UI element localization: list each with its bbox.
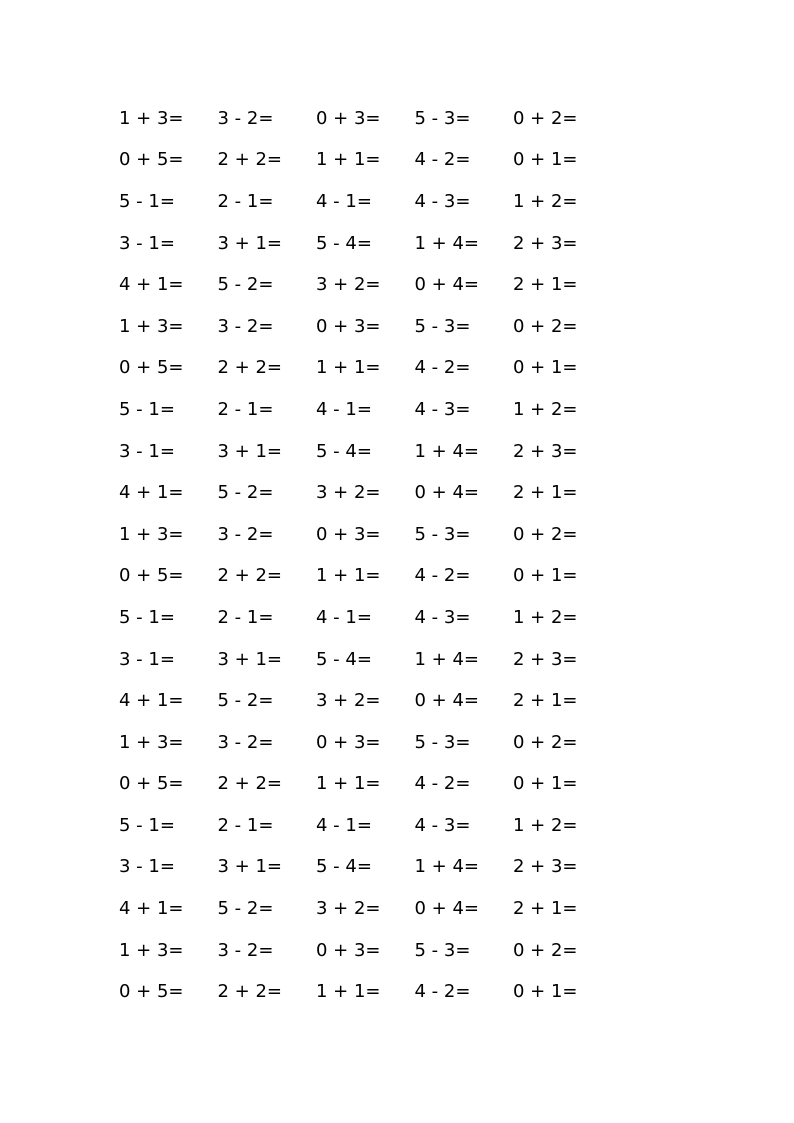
math-problem: 0 + 3=	[316, 315, 381, 337]
math-problem: 2 - 1=	[217, 814, 274, 836]
math-problem: 5 - 4=	[316, 648, 372, 670]
math-problem: 3 - 2=	[217, 107, 274, 129]
math-problem: 2 + 2=	[217, 357, 283, 379]
problem-row	[119, 98, 639, 140]
math-problem: 5 - 2=	[217, 274, 274, 296]
math-problem: 3 + 2=	[316, 274, 381, 296]
problem-row	[119, 181, 639, 223]
math-problem: 3 - 1=	[119, 648, 175, 670]
math-problem: 5 - 4=	[316, 440, 372, 462]
math-problem: 0 + 3=	[316, 523, 381, 545]
math-problem: 5 - 3=	[414, 939, 471, 961]
math-problem: 2 - 1=	[217, 606, 274, 628]
math-problem: 0 + 2=	[513, 939, 578, 961]
math-problem: 1 + 1=	[316, 981, 381, 1003]
math-problem: 1 + 1=	[316, 565, 381, 587]
problem-row	[119, 971, 639, 1013]
math-problem: 1 + 4=	[414, 440, 480, 462]
math-problem: 0 + 4=	[414, 690, 480, 712]
math-problem: 3 + 2=	[316, 690, 381, 712]
math-problem: 4 - 3=	[414, 190, 471, 212]
problem-row	[119, 722, 639, 764]
math-problem: 4 - 3=	[414, 606, 471, 628]
math-problem: 5 - 1=	[119, 606, 175, 628]
math-problem: 5 - 4=	[316, 232, 372, 254]
problem-row	[119, 514, 639, 556]
math-problem: 4 - 3=	[414, 398, 471, 420]
math-problem: 2 + 1=	[513, 274, 578, 296]
math-problem: 3 + 1=	[217, 232, 283, 254]
math-problem: 0 + 2=	[513, 523, 578, 545]
math-problem: 1 + 2=	[513, 190, 578, 212]
math-problem: 4 - 2=	[414, 149, 471, 171]
math-problem: 4 - 1=	[316, 190, 372, 212]
math-problem: 2 + 3=	[513, 648, 578, 670]
math-problem: 0 + 1=	[513, 565, 578, 587]
problem-row	[119, 556, 639, 598]
math-problem: 1 + 1=	[316, 149, 381, 171]
math-problem: 5 - 3=	[414, 107, 471, 129]
math-problem: 0 + 3=	[316, 731, 381, 753]
math-problem: 4 - 2=	[414, 981, 471, 1003]
math-problem: 3 - 2=	[217, 523, 274, 545]
math-problem: 1 + 1=	[316, 773, 381, 795]
math-problem: 2 + 1=	[513, 482, 578, 504]
math-problem: 5 - 1=	[119, 190, 175, 212]
problem-row	[119, 389, 639, 431]
math-problem: 0 + 5=	[119, 773, 184, 795]
math-problem: 0 + 1=	[513, 357, 578, 379]
math-problem: 4 - 2=	[414, 357, 471, 379]
math-problem: 2 - 1=	[217, 190, 274, 212]
math-problem: 2 + 3=	[513, 856, 578, 878]
problem-row	[119, 639, 639, 681]
math-problem: 5 - 4=	[316, 856, 372, 878]
math-problem: 0 + 1=	[513, 773, 578, 795]
math-problem: 5 - 1=	[119, 398, 175, 420]
math-problem: 3 + 1=	[217, 856, 283, 878]
math-problem: 1 + 3=	[119, 523, 184, 545]
math-problem: 1 + 3=	[119, 315, 184, 337]
problem-row	[119, 597, 639, 639]
math-problem: 4 - 1=	[316, 398, 372, 420]
math-problem: 3 - 2=	[217, 731, 274, 753]
math-problem: 2 + 2=	[217, 565, 283, 587]
math-problem: 0 + 4=	[414, 274, 480, 296]
math-problem: 2 + 3=	[513, 440, 578, 462]
problem-row	[119, 348, 639, 390]
math-problem: 5 - 3=	[414, 315, 471, 337]
math-problem: 0 + 2=	[513, 107, 578, 129]
math-problem: 0 + 5=	[119, 149, 184, 171]
math-problem: 3 + 1=	[217, 648, 283, 670]
problem-row	[119, 223, 639, 265]
problem-row	[119, 472, 639, 514]
math-problem: 1 + 2=	[513, 398, 578, 420]
math-problem: 1 + 3=	[119, 107, 184, 129]
problem-row	[119, 680, 639, 722]
arithmetic-worksheet	[119, 98, 639, 1013]
problem-row	[119, 930, 639, 972]
math-problem: 0 + 4=	[414, 482, 480, 504]
math-problem: 3 - 2=	[217, 315, 274, 337]
math-problem: 4 + 1=	[119, 690, 184, 712]
math-problem: 0 + 5=	[119, 357, 184, 379]
math-problem: 3 - 1=	[119, 856, 175, 878]
math-problem: 3 + 2=	[316, 898, 381, 920]
math-problem: 2 - 1=	[217, 398, 274, 420]
math-problem: 2 + 1=	[513, 690, 578, 712]
math-problem: 2 + 1=	[513, 898, 578, 920]
problem-row	[119, 431, 639, 473]
math-problem: 4 + 1=	[119, 274, 184, 296]
math-problem: 0 + 2=	[513, 731, 578, 753]
math-problem: 0 + 4=	[414, 898, 480, 920]
math-problem: 5 - 3=	[414, 523, 471, 545]
math-problem: 3 - 1=	[119, 440, 175, 462]
math-problem: 4 - 3=	[414, 814, 471, 836]
math-problem: 0 + 2=	[513, 315, 578, 337]
math-problem: 0 + 3=	[316, 939, 381, 961]
math-problem: 5 - 2=	[217, 898, 274, 920]
math-problem: 1 + 3=	[119, 731, 184, 753]
math-problem: 1 + 2=	[513, 606, 578, 628]
problem-row	[119, 764, 639, 806]
math-problem: 0 + 1=	[513, 149, 578, 171]
math-problem: 4 - 2=	[414, 565, 471, 587]
problem-row	[119, 140, 639, 182]
math-problem: 4 - 1=	[316, 606, 372, 628]
math-problem: 1 + 4=	[414, 648, 480, 670]
math-problem: 4 - 1=	[316, 814, 372, 836]
math-problem: 1 + 4=	[414, 856, 480, 878]
math-problem: 2 + 2=	[217, 981, 283, 1003]
math-problem: 2 + 2=	[217, 149, 283, 171]
math-problem: 4 + 1=	[119, 482, 184, 504]
math-problem: 4 - 2=	[414, 773, 471, 795]
problem-row	[119, 847, 639, 889]
math-problem: 1 + 2=	[513, 814, 578, 836]
math-problem: 0 + 3=	[316, 107, 381, 129]
math-problem: 1 + 1=	[316, 357, 381, 379]
math-problem: 0 + 1=	[513, 981, 578, 1003]
problem-row	[119, 888, 639, 930]
math-problem: 5 - 3=	[414, 731, 471, 753]
math-problem: 3 + 1=	[217, 440, 283, 462]
math-problem: 3 + 2=	[316, 482, 381, 504]
problem-row	[119, 306, 639, 348]
math-problem: 5 - 2=	[217, 482, 274, 504]
math-problem: 1 + 3=	[119, 939, 184, 961]
math-problem: 0 + 5=	[119, 565, 184, 587]
math-problem: 1 + 4=	[414, 232, 480, 254]
math-problem: 5 - 2=	[217, 690, 274, 712]
problem-row	[119, 805, 639, 847]
math-problem: 3 - 1=	[119, 232, 175, 254]
math-problem: 5 - 1=	[119, 814, 175, 836]
math-problem: 2 + 3=	[513, 232, 578, 254]
math-problem: 4 + 1=	[119, 898, 184, 920]
problem-row	[119, 264, 639, 306]
math-problem: 0 + 5=	[119, 981, 184, 1003]
math-problem: 3 - 2=	[217, 939, 274, 961]
math-problem: 2 + 2=	[217, 773, 283, 795]
